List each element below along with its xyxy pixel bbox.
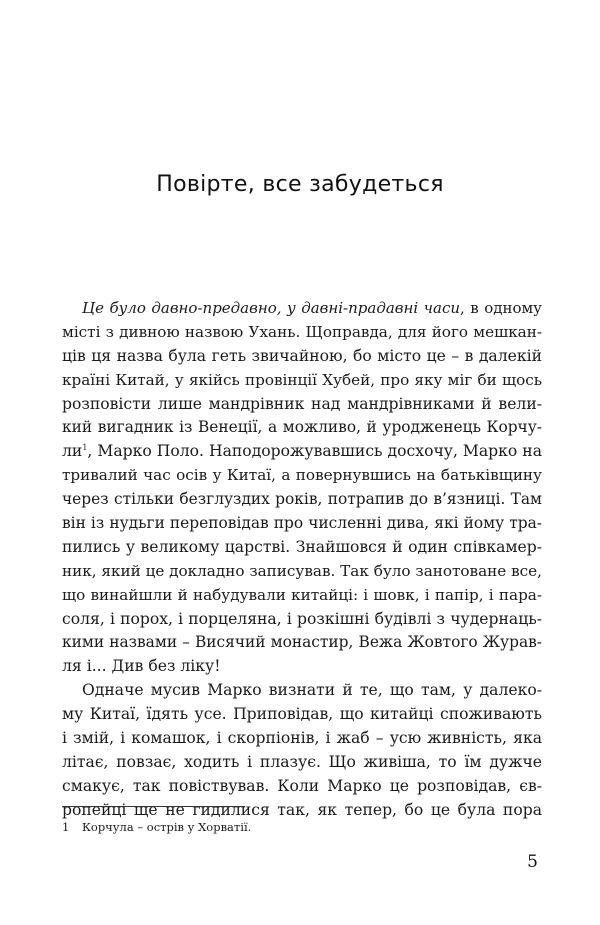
text-line: кий вигадник із Венеції, а можливо, й уродженець Корчу- xyxy=(62,418,542,437)
footnote xyxy=(62,819,542,835)
text-line: пились у великому царстві. Знайшовся й один співкамер- xyxy=(62,537,542,556)
text-line: Одначе мусив Марко визнати й те, що там, у далеко- xyxy=(82,681,542,700)
text-run: , в одному xyxy=(460,299,542,317)
text-line: що винайшли й набудували китайці: і шовк, і папір, і пара- xyxy=(62,585,542,604)
text-line: через стільки безглуздих років, потрапив до в’язниці. Там xyxy=(62,490,542,509)
footnote-number: 1 xyxy=(62,820,70,834)
text-line xyxy=(62,440,542,464)
page-number: 5 xyxy=(527,852,538,872)
text-line: розповісти лише мандрівник над мандрівниками й вели- xyxy=(62,394,542,413)
text-line: тривалий час осів у Китаї, а повернувшись на батьківщину xyxy=(62,466,542,485)
footnote-divider xyxy=(62,806,245,807)
text-line: смакує, так повіствував. Коли Марко це розповідав, єв- xyxy=(62,776,542,795)
text-line: му Китаї, їдять усе. Приповідав, що китайці споживають xyxy=(62,705,542,724)
text-line: країні Китай, у якійсь провінції Хубей, про яку міг би щось xyxy=(62,370,542,389)
text-line: ропейці ще не гидилися так, як тепер, бо це була пора xyxy=(62,800,542,819)
text-line: він із нудьги переповідав про численні дива, які йому тра- xyxy=(62,514,542,533)
text-run: , Марко Поло. Наподорожувавшись досхочу, Марко на xyxy=(87,442,542,461)
text-run: ли xyxy=(62,442,83,461)
chapter-title: Повірте, все забудеться xyxy=(156,172,444,197)
text-line: ник, який це докладно записував. Так було занотоване все, xyxy=(62,561,542,580)
text-line: місті з дивною назвою Ухань. Щоправда, для його мешкан- xyxy=(62,322,542,341)
text-line: кими назвами – Висячий монастир, Вежа Жовтого Журав- xyxy=(62,633,542,652)
text-line: ців ця назва була геть звичайною, бо місто це – в далекій xyxy=(62,346,542,365)
footnote-ref[interactable]: 1 xyxy=(82,443,88,453)
body-text xyxy=(62,297,542,823)
text-line: літає, повзає, ходить і плазує. Що живіша, то їм дужче xyxy=(62,752,542,771)
text-line: і змій, і комашок, і скорпіонів, і жаб – усю живність, яка xyxy=(62,729,542,748)
text-line xyxy=(62,297,542,321)
text-line: соля, і порох, і порцеляна, і розкішні будівлі з чудернаць- xyxy=(62,609,542,628)
footnote-text: Корчула – острів у Хорватії. xyxy=(82,820,252,834)
italic-phrase: Це було давно-предавно, у давні-прадавні часи xyxy=(82,299,461,317)
text-line: ля і... Див без ліку! xyxy=(62,657,221,676)
